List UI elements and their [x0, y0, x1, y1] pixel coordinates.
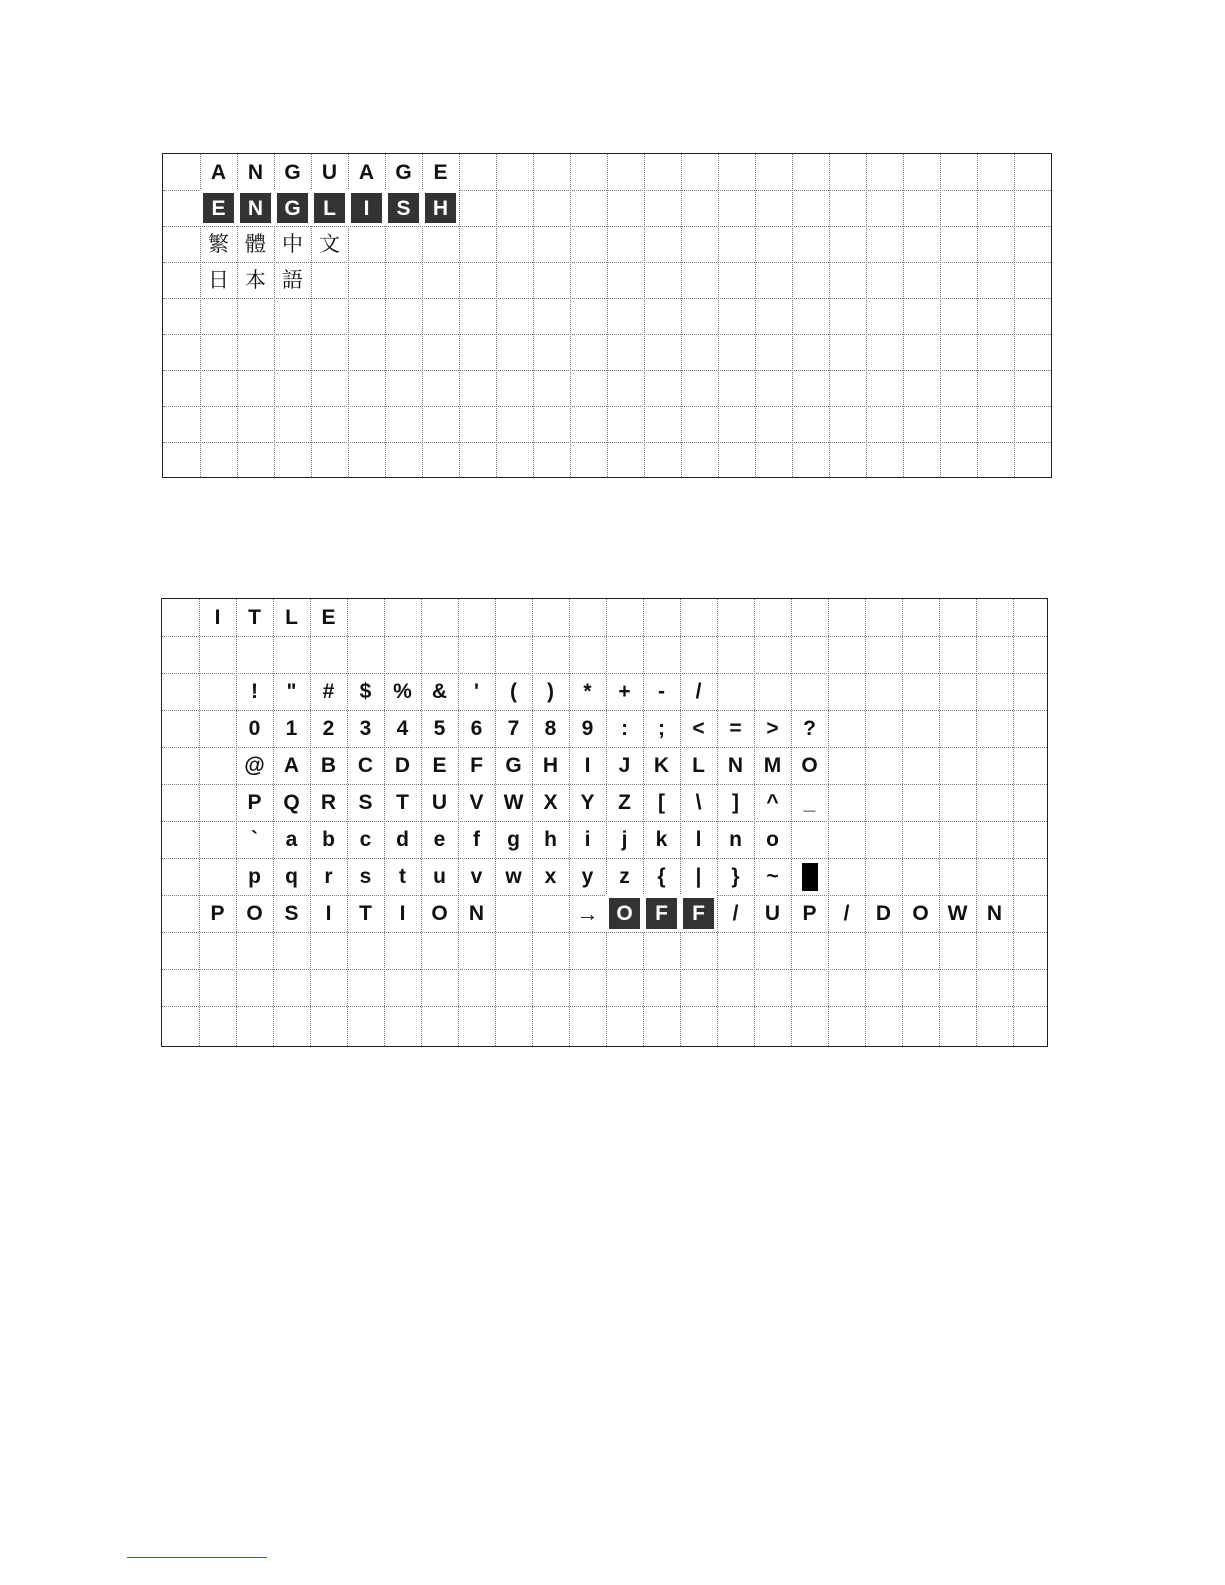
- char-cell: [199, 673, 236, 710]
- char-cell: I: [584, 754, 591, 777]
- char-cell: 語: [282, 267, 303, 292]
- char-cell: 日: [208, 267, 229, 292]
- char-cell: O: [431, 902, 448, 925]
- grid-column-line: [644, 154, 645, 477]
- screen-row: [162, 858, 828, 895]
- char-cell: I: [325, 902, 332, 925]
- char-cell: D: [394, 754, 411, 777]
- char-cell: ': [474, 680, 479, 703]
- char-cell: `: [251, 828, 258, 851]
- char-cell: U: [321, 160, 338, 184]
- screen-row: [163, 154, 459, 190]
- grid-column-line: [1013, 599, 1014, 1046]
- char-cell: 本: [245, 267, 266, 292]
- char-cell: |: [695, 865, 702, 888]
- grid-column-line: [829, 154, 830, 477]
- highlighted-char-cell[interactable]: N: [237, 190, 274, 226]
- char-cell: c: [359, 828, 372, 851]
- grid-column-line: [866, 154, 867, 477]
- char-cell: [163, 154, 200, 190]
- char-cell: w: [505, 865, 522, 888]
- char-cell: R: [320, 791, 337, 814]
- char-cell: N: [247, 160, 264, 184]
- char-cell: g: [507, 828, 520, 851]
- char-cell: A: [210, 160, 227, 184]
- highlighted-char-cell[interactable]: F: [643, 895, 680, 932]
- char-cell: Z: [618, 791, 631, 814]
- highlighted-char-cell[interactable]: L: [311, 190, 348, 226]
- char-cell: [532, 895, 569, 932]
- char-cell: {: [657, 865, 666, 888]
- char-cell: [199, 710, 236, 747]
- grid-row-line: [162, 636, 1047, 637]
- char-cell: k: [655, 828, 668, 851]
- char-cell: :: [621, 717, 628, 740]
- char-cell: ?: [803, 717, 816, 740]
- grid-column-line: [607, 154, 608, 477]
- char-cell: *: [583, 680, 592, 703]
- char-cell: [163, 226, 200, 262]
- grid-column-line: [459, 154, 460, 477]
- footer-link-underline: [127, 1557, 267, 1558]
- grid-row-line: [162, 1006, 1047, 1007]
- char-cell: 文: [319, 231, 340, 256]
- char-cell: G: [395, 160, 412, 184]
- char-cell: 體: [245, 231, 266, 256]
- screen-row: [162, 710, 828, 747]
- char-cell: ": [286, 680, 297, 703]
- grid-column-line: [903, 154, 904, 477]
- char-cell: S: [284, 902, 299, 925]
- grid-column-line: [718, 154, 719, 477]
- char-cell: E: [432, 754, 447, 777]
- char-cell: $: [359, 680, 372, 703]
- char-cell: /: [732, 902, 739, 925]
- char-cell: [163, 262, 200, 298]
- char-cell: P: [802, 902, 817, 925]
- char-cell: I: [399, 902, 406, 925]
- char-cell: T: [396, 791, 409, 814]
- grid-column-line: [681, 154, 682, 477]
- char-cell: j: [621, 828, 628, 851]
- char-cell: }: [731, 865, 740, 888]
- char-cell: S: [358, 791, 373, 814]
- grid-row-line: [163, 334, 1051, 335]
- char-cell: l: [695, 828, 702, 851]
- char-cell: z: [619, 865, 630, 888]
- char-cell: 0: [248, 717, 261, 740]
- char-cell: J: [618, 754, 631, 777]
- highlighted-char-cell[interactable]: G: [274, 190, 311, 226]
- char-cell: r: [324, 865, 333, 888]
- char-cell: t: [399, 865, 406, 888]
- char-cell: Y: [580, 791, 595, 814]
- char-cell: L: [692, 754, 705, 777]
- char-cell: x: [544, 865, 557, 888]
- char-cell: n: [729, 828, 742, 851]
- highlighted-char-cell[interactable]: I: [348, 190, 385, 226]
- char-cell: e: [433, 828, 446, 851]
- language-screen: [162, 153, 1052, 478]
- char-cell: [199, 821, 236, 858]
- screen-row: [162, 821, 791, 858]
- screen-row: [162, 784, 828, 821]
- grid-column-line: [902, 599, 903, 1046]
- char-cell: G: [284, 160, 301, 184]
- char-cell: u: [433, 865, 446, 888]
- grid-column-line: [570, 154, 571, 477]
- char-cell: K: [653, 754, 670, 777]
- char-cell: [162, 895, 199, 932]
- char-cell: I: [214, 606, 221, 629]
- grid-column-line: [1014, 154, 1015, 477]
- char-cell: -: [658, 680, 665, 703]
- char-cell: 7: [507, 717, 520, 740]
- char-cell: o: [766, 828, 779, 851]
- char-cell: h: [544, 828, 557, 851]
- grid-column-line: [940, 154, 941, 477]
- screen-row: [162, 895, 1013, 932]
- char-cell: [162, 673, 199, 710]
- grid-column-line: [976, 599, 977, 1046]
- grid-row-line: [163, 298, 1051, 299]
- highlighted-char-cell[interactable]: H: [422, 190, 459, 226]
- char-cell: 4: [396, 717, 409, 740]
- grid-column-line: [496, 154, 497, 477]
- char-cell: F: [470, 754, 483, 777]
- char-cell: M: [763, 754, 782, 777]
- grid-row-line: [162, 969, 1047, 970]
- char-cell: 1: [285, 717, 298, 740]
- grid-column-line: [865, 599, 866, 1046]
- char-cell: (: [510, 680, 517, 703]
- char-cell: ]: [732, 791, 739, 814]
- char-cell: [: [658, 791, 665, 814]
- char-cell: D: [875, 902, 892, 925]
- char-cell: U: [764, 902, 781, 925]
- grid-column-line: [977, 154, 978, 477]
- grid-column-line: [792, 154, 793, 477]
- char-cell: [199, 858, 236, 895]
- char-cell: [162, 858, 199, 895]
- char-cell: ;: [658, 717, 665, 740]
- char-cell: [163, 190, 200, 226]
- char-cell: N: [468, 902, 485, 925]
- char-cell: &: [431, 680, 448, 703]
- char-cell: [162, 821, 199, 858]
- char-cell: U: [431, 791, 448, 814]
- grid-column-line: [533, 154, 534, 477]
- char-cell: +: [618, 680, 631, 703]
- char-cell: W: [947, 902, 968, 925]
- grid-column-line: [828, 599, 829, 1046]
- char-cell: v: [470, 865, 483, 888]
- highlighted-char-cell[interactable]: E: [200, 190, 237, 226]
- char-cell: [162, 747, 199, 784]
- char-cell: C: [357, 754, 374, 777]
- char-cell: A: [283, 754, 300, 777]
- char-cell: 3: [359, 717, 372, 740]
- char-cell: B: [320, 754, 337, 777]
- char-cell: a: [285, 828, 298, 851]
- char-cell: V: [469, 791, 484, 814]
- char-cell: ~: [766, 865, 779, 888]
- char-cell: N: [727, 754, 744, 777]
- grid-row-line: [163, 406, 1051, 407]
- char-cell: 2: [322, 717, 335, 740]
- char-cell: d: [396, 828, 409, 851]
- text-cursor-block[interactable]: [791, 858, 828, 895]
- char-cell: ): [547, 680, 554, 703]
- screen-row: [162, 599, 347, 636]
- screen-row: [162, 673, 717, 710]
- char-cell: ^: [766, 791, 779, 814]
- char-cell: 5: [433, 717, 446, 740]
- char-cell: /: [843, 902, 850, 925]
- char-cell: 繁: [208, 231, 229, 256]
- char-cell: O: [912, 902, 929, 925]
- char-cell: E: [321, 606, 336, 629]
- char-cell: f: [473, 828, 480, 851]
- char-cell: P: [247, 791, 262, 814]
- char-cell: =: [729, 717, 742, 740]
- grid-row-line: [162, 932, 1047, 933]
- char-cell: E: [433, 160, 448, 184]
- char-cell: [199, 747, 236, 784]
- char-cell: N: [986, 902, 1003, 925]
- char-cell: T: [248, 606, 261, 629]
- char-cell: <: [692, 717, 705, 740]
- grid-column-line: [755, 154, 756, 477]
- screen-row: [163, 226, 348, 262]
- char-cell: @: [244, 754, 265, 777]
- char-cell: T: [359, 902, 372, 925]
- char-cell: _: [803, 791, 816, 814]
- highlighted-char-cell[interactable]: S: [385, 190, 422, 226]
- char-cell: [199, 784, 236, 821]
- char-cell: L: [285, 606, 298, 629]
- char-cell: G: [505, 754, 522, 777]
- screen-row: [163, 190, 459, 226]
- char-cell: W: [503, 791, 524, 814]
- highlighted-char-cell[interactable]: O: [606, 895, 643, 932]
- title-screen: [161, 598, 1048, 1047]
- char-cell: [162, 599, 199, 636]
- selection-arrow-icon: →: [576, 900, 599, 926]
- char-cell: !: [251, 680, 258, 703]
- char-cell: O: [246, 902, 263, 925]
- screen-row: [162, 747, 828, 784]
- char-cell: 中: [282, 231, 303, 256]
- char-cell: %: [393, 680, 412, 703]
- char-cell: X: [543, 791, 558, 814]
- grid-row-line: [163, 442, 1051, 443]
- char-cell: q: [285, 865, 298, 888]
- char-cell: H: [542, 754, 559, 777]
- char-cell: \: [695, 791, 702, 814]
- char-cell: P: [210, 902, 225, 925]
- grid-column-line: [791, 599, 792, 1046]
- screen-row: [163, 262, 311, 298]
- char-cell: 8: [544, 717, 557, 740]
- char-cell: Q: [283, 791, 300, 814]
- char-cell: /: [695, 680, 702, 703]
- char-cell: [162, 784, 199, 821]
- char-cell: [495, 895, 532, 932]
- char-cell: s: [359, 865, 372, 888]
- char-cell: 9: [581, 717, 594, 740]
- grid-row-line: [163, 370, 1051, 371]
- grid-column-line: [939, 599, 940, 1046]
- char-cell: >: [766, 717, 779, 740]
- char-cell: y: [581, 865, 594, 888]
- cursor-icon: [802, 863, 818, 891]
- highlighted-char-cell[interactable]: F: [680, 895, 717, 932]
- char-cell: A: [358, 160, 375, 184]
- char-cell: [162, 710, 199, 747]
- char-cell: p: [248, 865, 261, 888]
- char-cell: b: [322, 828, 335, 851]
- char-cell: i: [584, 828, 591, 851]
- char-cell: O: [801, 754, 818, 777]
- char-cell: 6: [470, 717, 483, 740]
- char-cell: #: [322, 680, 335, 703]
